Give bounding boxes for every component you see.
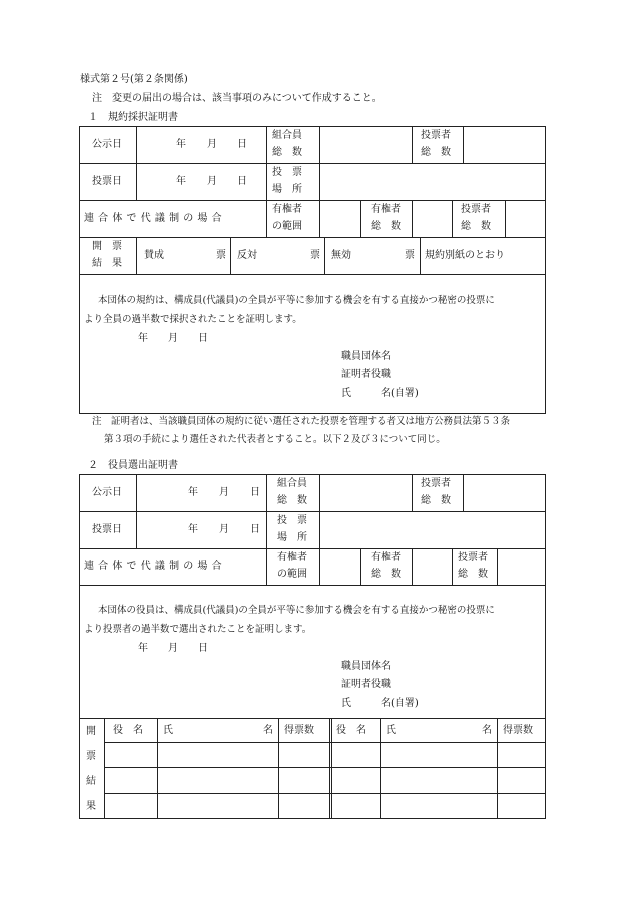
muko-hyo: 票 — [405, 250, 415, 261]
top-note: 注 変更の届出の場合は、該当事項のみについて作成すること。 — [92, 93, 382, 104]
s2-kumiai-2: 総 数 — [277, 495, 307, 506]
s2-basho-1: 投 票 — [277, 515, 307, 526]
touhyousha-label-1: 投票者 — [421, 130, 451, 141]
kaihyo-label-1: 開 票 — [92, 241, 122, 252]
s2-signature-label: 氏 名(自署) — [341, 698, 419, 709]
col-header-shi-right: 氏 — [386, 725, 396, 736]
s2-touhyousha2-2: 総 数 — [458, 569, 488, 580]
certifier-title-label: 証明者役職 — [341, 369, 391, 380]
s2-touhyousha2-1: 投票者 — [458, 552, 488, 563]
kaihyo-label-2: 結 果 — [92, 258, 122, 269]
s2-touhyousha-2: 総 数 — [421, 495, 451, 506]
s2-touhyou-month: 月 — [219, 524, 229, 535]
s2-cert-text-line1: 本団体の役員は、構成員(代議員)の全員が平等に参加する機会を有する直接かつ秘密の投票に — [98, 605, 495, 616]
kaihyo-char-2: 票 — [86, 751, 96, 762]
kouji-year: 年 — [176, 139, 186, 150]
cert-date: 年 月 日 — [138, 333, 208, 344]
middle-note-line1: 注 証明者は、当該職員団体の規約に従い選任された投票を管理する者又は地方公務員法第５３条 — [92, 416, 511, 427]
kaihyo-char-3: 結 — [86, 776, 96, 787]
kumiai-label-1: 組合員 — [272, 130, 302, 141]
cert-text-line2: より全員の過半数で採択されたことを証明します。 — [84, 314, 302, 325]
s2-touhyousha-1: 投票者 — [421, 478, 451, 489]
s2-kouji-day: 日 — [250, 487, 260, 498]
touhyousha-label-2: 総 数 — [421, 147, 451, 158]
betsushi-label: 規約別紙のとおり — [425, 250, 505, 261]
s2-yuken-range-1: 有権者 — [277, 552, 307, 563]
kouji-label: 公示日 — [92, 139, 122, 150]
s2-cert-text-line2: より投票者の過半数で選出されたことを証明します。 — [84, 624, 312, 635]
sansei-hyo: 票 — [216, 250, 226, 261]
s2-kouji-label: 公示日 — [92, 487, 122, 498]
s2-kumiai-1: 組合員 — [277, 478, 307, 489]
org-name-label: 職員団体名 — [341, 351, 391, 362]
cert-text-line1: 本団体の規約は、構成員(代議員)の全員が平等に参加する機会を有する直接かつ秘密の投票に — [98, 295, 495, 306]
sansei-label: 賛成 — [144, 250, 164, 261]
touhyou-label: 投票日 — [92, 176, 122, 187]
touhyou-day: 日 — [237, 176, 247, 187]
touhyou-month: 月 — [207, 176, 217, 187]
kaihyo-char-1: 開 — [86, 726, 96, 737]
section1-title: １ 規約採択証明書 — [88, 112, 178, 123]
s2-yuken-total-1: 有権者 — [371, 552, 401, 563]
col-header-mei-left: 名 — [263, 725, 273, 736]
touhyousha2-2: 総 数 — [461, 221, 491, 232]
s2-yuken-range-2: の範囲 — [277, 569, 307, 580]
s2-touhyou-day: 日 — [250, 524, 260, 535]
kouji-day: 日 — [237, 139, 247, 150]
s2-rengo-label: 連 合 体 で 代 議 制 の 場 合 — [84, 561, 223, 572]
kumiai-label-2: 総 数 — [272, 147, 302, 158]
touhyou-year: 年 — [176, 176, 186, 187]
muko-label: 無効 — [331, 250, 351, 261]
section2-title: ２ 役員選出証明書 — [88, 460, 178, 471]
signature-label: 氏 名(自署) — [341, 388, 419, 399]
s2-yuken-total-2: 総 数 — [371, 569, 401, 580]
col-header-yakumei-right: 役 名 — [336, 725, 366, 736]
kaihyo-char-4: 果 — [86, 801, 96, 812]
s2-touhyou-label: 投票日 — [92, 524, 122, 535]
kouji-month: 月 — [207, 139, 217, 150]
col-header-tokuhyo-left: 得票数 — [284, 725, 314, 736]
s2-kouji-year: 年 — [188, 487, 198, 498]
basho-label-1: 投 票 — [272, 167, 302, 178]
form-number: 様式第２号(第２条関係) — [80, 74, 188, 85]
yuken-range-2: の範囲 — [272, 221, 302, 232]
rengo-label: 連 合 体 で 代 議 制 の 場 合 — [84, 213, 223, 224]
s2-touhyou-year: 年 — [188, 524, 198, 535]
yuken-total-2: 総 数 — [371, 221, 401, 232]
yuken-range-1: 有権者 — [272, 204, 302, 215]
middle-note-line2: 第３項の手続により選任された代表者とすること。以下２及び３について同じ。 — [104, 434, 446, 445]
hantai-hyo: 票 — [310, 250, 320, 261]
col-header-tokuhyo-right: 得票数 — [503, 725, 533, 736]
s2-basho-2: 場 所 — [277, 532, 307, 543]
s2-certifier-title-label: 証明者役職 — [341, 679, 391, 690]
basho-label-2: 場 所 — [272, 184, 302, 195]
col-header-shi-left: 氏 — [163, 725, 173, 736]
s2-kouji-month: 月 — [219, 487, 229, 498]
yuken-total-1: 有権者 — [371, 204, 401, 215]
s2-cert-date: 年 月 日 — [138, 643, 208, 654]
s2-org-name-label: 職員団体名 — [341, 661, 391, 672]
col-header-mei-right: 名 — [482, 725, 492, 736]
hantai-label: 反対 — [237, 250, 257, 261]
touhyousha2-1: 投票者 — [461, 204, 491, 215]
col-header-yakumei-left: 役 名 — [113, 725, 143, 736]
